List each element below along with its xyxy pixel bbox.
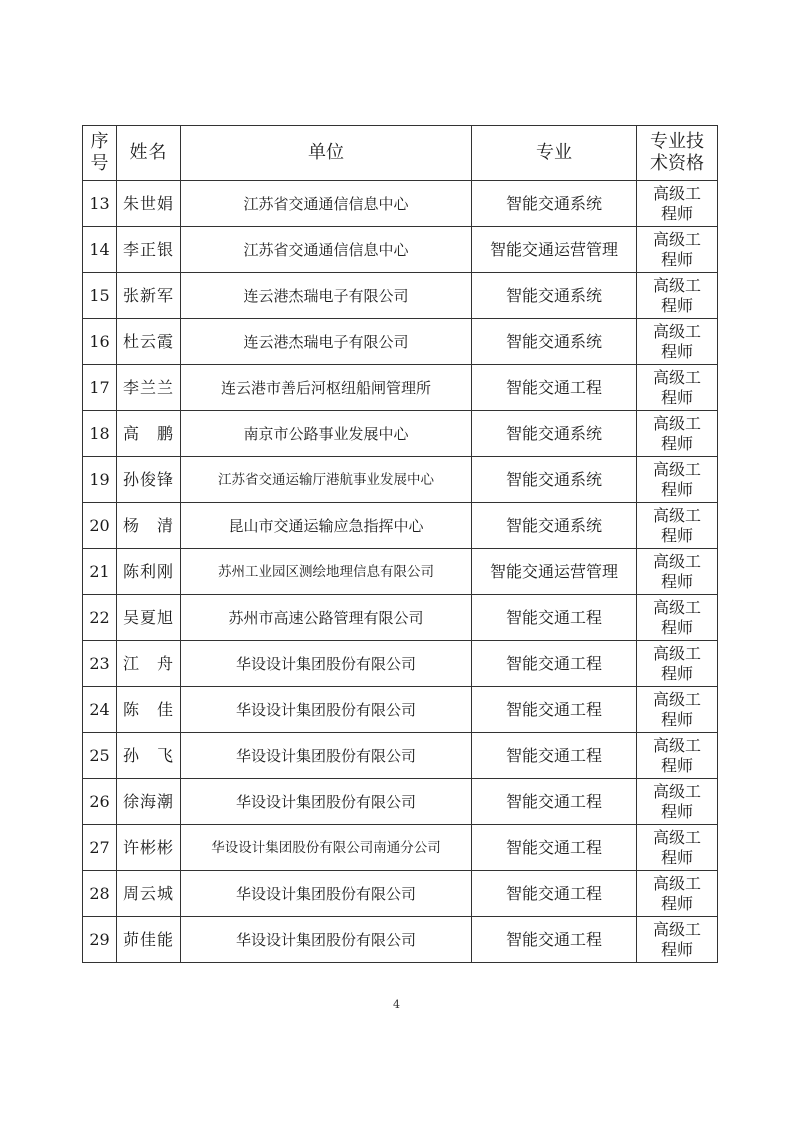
cell-unit — [181, 365, 472, 411]
cell-qualification-text: 高级工程师 — [652, 551, 701, 591]
cell-no: 13 — [83, 181, 117, 227]
cell-unit — [181, 227, 472, 273]
cell-no: 19 — [83, 457, 117, 503]
table-row — [83, 181, 718, 227]
table-row — [83, 871, 718, 917]
cell-no: 23 — [83, 641, 117, 687]
cell-major: 智能交通运营管理 — [472, 227, 637, 273]
cell-unit — [181, 641, 472, 687]
cell-unit-text: 南京市公路事业发展中心 — [243, 424, 409, 443]
cell-major: 智能交通工程 — [472, 825, 637, 871]
cell-major: 智能交通系统 — [472, 503, 637, 549]
cell-name: 李兰兰 — [117, 365, 181, 411]
cell-unit-text: 江苏省交通通信信息中心 — [243, 240, 409, 259]
table-row — [83, 825, 718, 871]
cell-qualification — [637, 595, 718, 641]
cell-qualification — [637, 365, 718, 411]
cell-unit — [181, 411, 472, 457]
cell-qualification — [637, 319, 718, 365]
cell-major: 智能交通工程 — [472, 687, 637, 733]
cell-qualification — [637, 273, 718, 319]
cell-no: 26 — [83, 779, 117, 825]
cell-qualification-text: 高级工程师 — [652, 919, 701, 959]
cell-name: 张新军 — [117, 273, 181, 319]
cell-no: 21 — [83, 549, 117, 595]
table-row — [83, 917, 718, 963]
cell-qualification — [637, 227, 718, 273]
cell-major: 智能交通工程 — [472, 917, 637, 963]
table-row — [83, 641, 718, 687]
cell-major: 智能交通工程 — [472, 779, 637, 825]
table-row — [83, 457, 718, 503]
cell-qualification — [637, 825, 718, 871]
header-no: 序号 — [83, 126, 117, 181]
cell-unit-text: 江苏省交通通信信息中心 — [243, 194, 409, 213]
cell-unit-text: 华设设计集团股份有限公司 — [235, 700, 416, 719]
cell-unit-text: 苏州工业园区测绘地理信息有限公司 — [218, 564, 434, 580]
cell-major: 智能交通工程 — [472, 365, 637, 411]
cell-major: 智能交通系统 — [472, 181, 637, 227]
cell-qualification-text: 高级工程师 — [652, 505, 701, 545]
cell-name: 朱世娟 — [117, 181, 181, 227]
cell-qualification — [637, 733, 718, 779]
cell-major: 智能交通运营管理 — [472, 549, 637, 595]
cell-no: 28 — [83, 871, 117, 917]
cell-no: 24 — [83, 687, 117, 733]
table-row — [83, 411, 718, 457]
personnel-table — [82, 125, 718, 963]
cell-qualification-text: 高级工程师 — [652, 367, 701, 407]
cell-unit-text: 华设设计集团股份有限公司南通分公司 — [211, 840, 441, 856]
cell-unit — [181, 503, 472, 549]
cell-qualification — [637, 549, 718, 595]
cell-unit-text: 华设设计集团股份有限公司 — [235, 930, 416, 949]
cell-no: 15 — [83, 273, 117, 319]
table-row — [83, 273, 718, 319]
cell-name: 许彬彬 — [117, 825, 181, 871]
cell-unit — [181, 733, 472, 779]
cell-qualification — [637, 181, 718, 227]
table-row — [83, 779, 718, 825]
table-row — [83, 503, 718, 549]
header-major: 专业 — [472, 126, 637, 181]
cell-qualification — [637, 457, 718, 503]
table-row — [83, 595, 718, 641]
cell-major: 智能交通工程 — [472, 595, 637, 641]
cell-major: 智能交通系统 — [472, 273, 637, 319]
cell-major: 智能交通系统 — [472, 411, 637, 457]
cell-qualification — [637, 917, 718, 963]
cell-unit — [181, 457, 472, 503]
cell-qualification — [637, 687, 718, 733]
cell-qualification-text: 高级工程师 — [652, 735, 701, 775]
cell-name: 江 舟 — [117, 641, 181, 687]
cell-name: 吴夏旭 — [117, 595, 181, 641]
cell-unit-text: 华设设计集团股份有限公司 — [235, 746, 416, 765]
cell-name: 杨 清 — [117, 503, 181, 549]
cell-qualification-text: 高级工程师 — [652, 781, 701, 821]
table-row — [83, 687, 718, 733]
cell-name: 陈利刚 — [117, 549, 181, 595]
table-row — [83, 319, 718, 365]
cell-name: 陈 佳 — [117, 687, 181, 733]
cell-major: 智能交通系统 — [472, 457, 637, 503]
table-row — [83, 365, 718, 411]
cell-no: 27 — [83, 825, 117, 871]
cell-unit-text: 华设设计集团股份有限公司 — [235, 654, 416, 673]
cell-no: 22 — [83, 595, 117, 641]
table-header-row — [83, 126, 718, 181]
cell-no: 16 — [83, 319, 117, 365]
cell-name: 周云城 — [117, 871, 181, 917]
table-body — [83, 181, 718, 963]
cell-unit-text: 连云港市善后河枢纽船闸管理所 — [220, 378, 431, 397]
cell-major: 智能交通工程 — [472, 641, 637, 687]
cell-qualification-text: 高级工程师 — [652, 183, 701, 223]
header-name: 姓名 — [117, 126, 181, 181]
cell-unit — [181, 917, 472, 963]
header-unit: 单位 — [181, 126, 472, 181]
page-number: 4 — [393, 998, 400, 1011]
cell-unit — [181, 825, 472, 871]
table-row — [83, 227, 718, 273]
cell-name: 茆佳能 — [117, 917, 181, 963]
cell-qualification-text: 高级工程师 — [652, 459, 701, 499]
cell-unit — [181, 181, 472, 227]
table-row — [83, 733, 718, 779]
cell-major: 智能交通工程 — [472, 733, 637, 779]
cell-qualification — [637, 871, 718, 917]
cell-major: 智能交通工程 — [472, 871, 637, 917]
cell-unit-text: 连云港杰瑞电子有限公司 — [243, 332, 409, 351]
cell-qualification-text: 高级工程师 — [652, 229, 701, 269]
cell-name: 徐海潮 — [117, 779, 181, 825]
cell-name: 杜云霞 — [117, 319, 181, 365]
cell-unit — [181, 779, 472, 825]
cell-qualification — [637, 641, 718, 687]
cell-no: 18 — [83, 411, 117, 457]
cell-no: 14 — [83, 227, 117, 273]
cell-unit-text: 昆山市交通运输应急指挥中心 — [228, 516, 424, 535]
cell-qualification-text: 高级工程师 — [652, 321, 701, 361]
table-row — [83, 549, 718, 595]
cell-no: 29 — [83, 917, 117, 963]
cell-unit — [181, 319, 472, 365]
cell-qualification — [637, 503, 718, 549]
cell-unit-text: 华设设计集团股份有限公司 — [235, 792, 416, 811]
cell-unit-text: 江苏省交通运输厅港航事业发展中心 — [218, 472, 434, 488]
cell-qualification — [637, 411, 718, 457]
cell-unit-text: 华设设计集团股份有限公司 — [235, 884, 416, 903]
cell-unit-text: 苏州市高速公路管理有限公司 — [228, 608, 424, 627]
cell-qualification-text: 高级工程师 — [652, 597, 701, 637]
cell-qualification-text: 高级工程师 — [652, 689, 701, 729]
cell-qualification — [637, 779, 718, 825]
cell-unit — [181, 687, 472, 733]
cell-name: 李正银 — [117, 227, 181, 273]
cell-qualification-text: 高级工程师 — [652, 275, 701, 315]
cell-qualification-text: 高级工程师 — [652, 827, 701, 867]
cell-qualification-text: 高级工程师 — [652, 413, 701, 453]
cell-name: 孙 飞 — [117, 733, 181, 779]
header-qualification: 专业技术资格 — [637, 126, 718, 181]
cell-no: 25 — [83, 733, 117, 779]
cell-qualification-text: 高级工程师 — [652, 643, 701, 683]
cell-no: 17 — [83, 365, 117, 411]
cell-qualification-text: 高级工程师 — [652, 873, 701, 913]
cell-no: 20 — [83, 503, 117, 549]
cell-unit — [181, 549, 472, 595]
cell-unit-text: 连云港杰瑞电子有限公司 — [243, 286, 409, 305]
cell-unit — [181, 595, 472, 641]
cell-major: 智能交通系统 — [472, 319, 637, 365]
cell-name: 孙俊锋 — [117, 457, 181, 503]
cell-unit — [181, 273, 472, 319]
cell-name: 高 鹏 — [117, 411, 181, 457]
cell-unit — [181, 871, 472, 917]
